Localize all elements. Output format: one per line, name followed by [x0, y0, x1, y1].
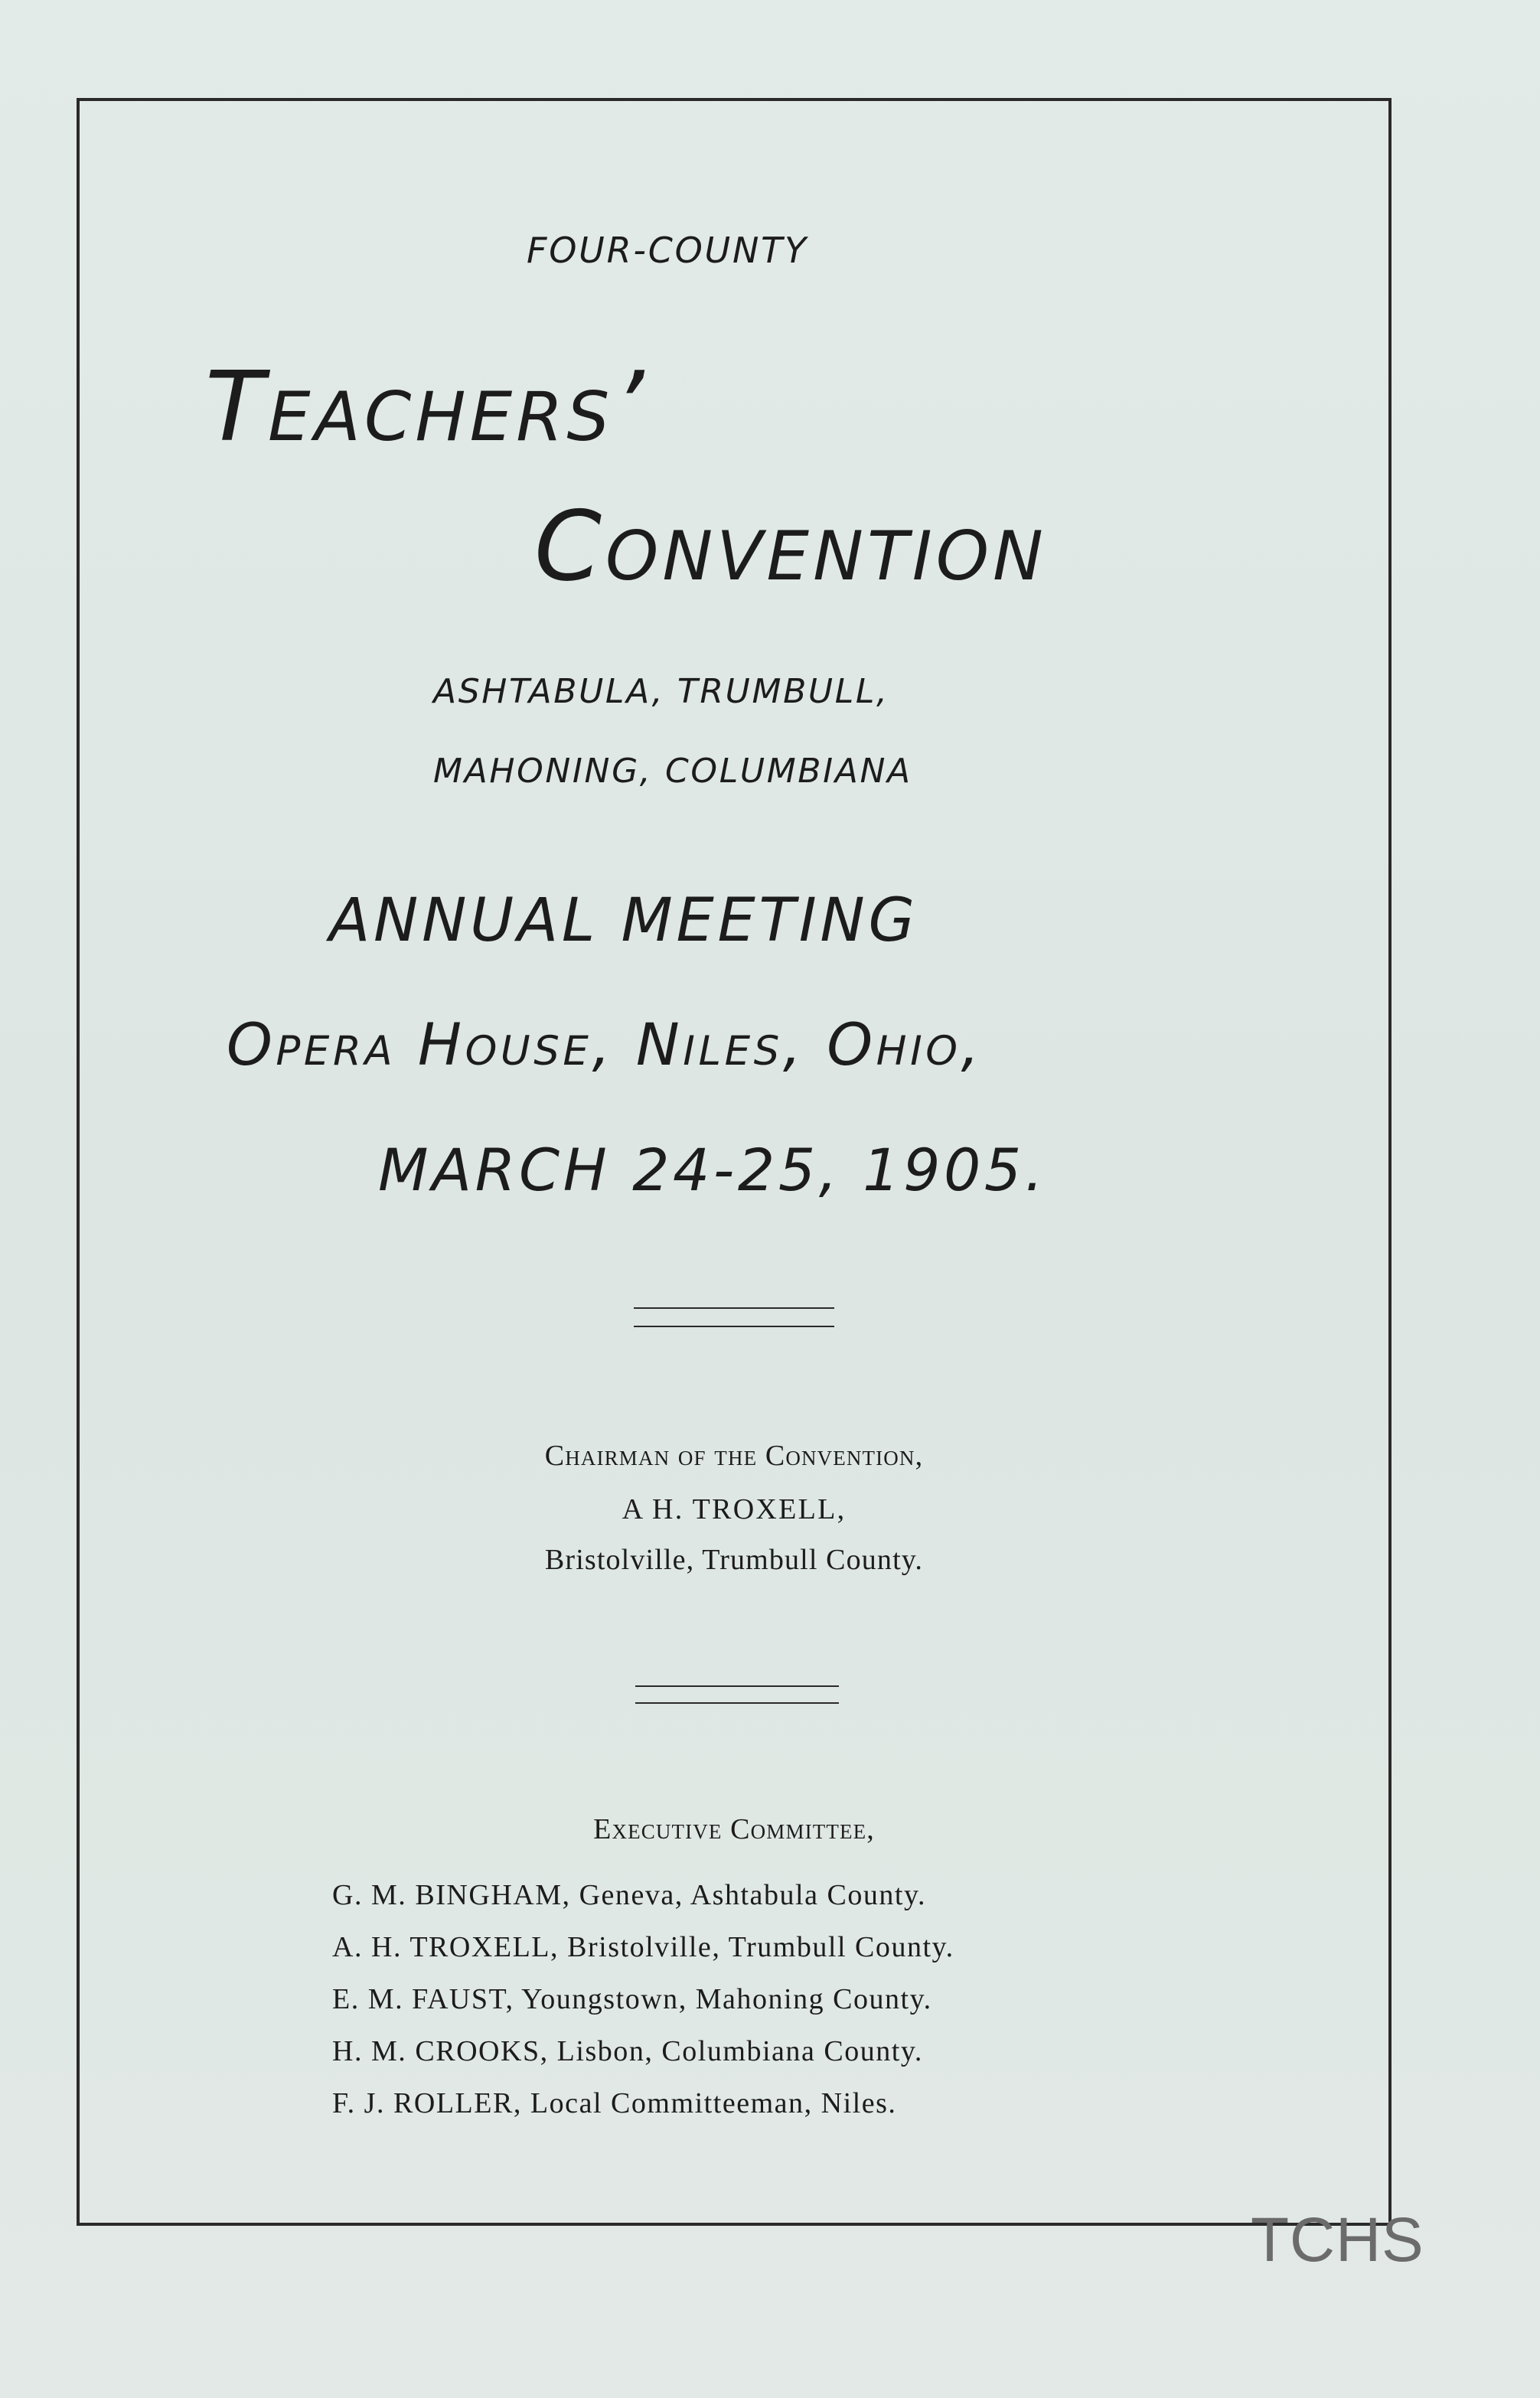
meeting-date: MARCH 24-25, 1905. [378, 1136, 1047, 1204]
counties-line-1: ASHTABULA, TRUMBULL, [433, 672, 889, 711]
title-line-2: Convention [534, 490, 1047, 602]
divider-rule [634, 1326, 834, 1327]
committee-member: G. M. BINGHAM, Geneva, Ashtabula County. [332, 1879, 927, 1911]
chairman-name: A H. TROXELL, [622, 1493, 847, 1525]
committee-list [332, 1869, 954, 2129]
committee-member: F. J. ROLLER, Local Committeeman, Niles. [332, 2087, 897, 2119]
venue-line: Opera House, Niles, Ohio, [227, 1010, 984, 1078]
committee-member: H. M. CROOKS, Lisbon, Columbiana County. [332, 2035, 923, 2067]
watermark-logo: TCHS [1251, 2205, 1424, 2275]
divider-rule [635, 1702, 839, 1704]
title-line-1: Teachers’ [205, 351, 648, 463]
counties-line-2: MAHONING, COLUMBIANA [433, 752, 912, 791]
chairman-place: Bristolville, Trumbull County. [544, 1544, 924, 1576]
divider-rule [634, 1307, 834, 1309]
executive-committee-label: Executive Committee, [593, 1813, 875, 1845]
divider-rule [635, 1685, 839, 1687]
pre-title: FOUR-COUNTY [527, 230, 808, 271]
meeting-heading: ANNUAL MEETING [329, 886, 918, 955]
chairman-label: Chairman of the Convention, [544, 1440, 924, 1472]
committee-member: A. H. TROXELL, Bristolville, Trumbull County. [332, 1931, 954, 1963]
committee-member: E. M. FAUST, Youngstown, Mahoning County. [332, 1983, 932, 2015]
